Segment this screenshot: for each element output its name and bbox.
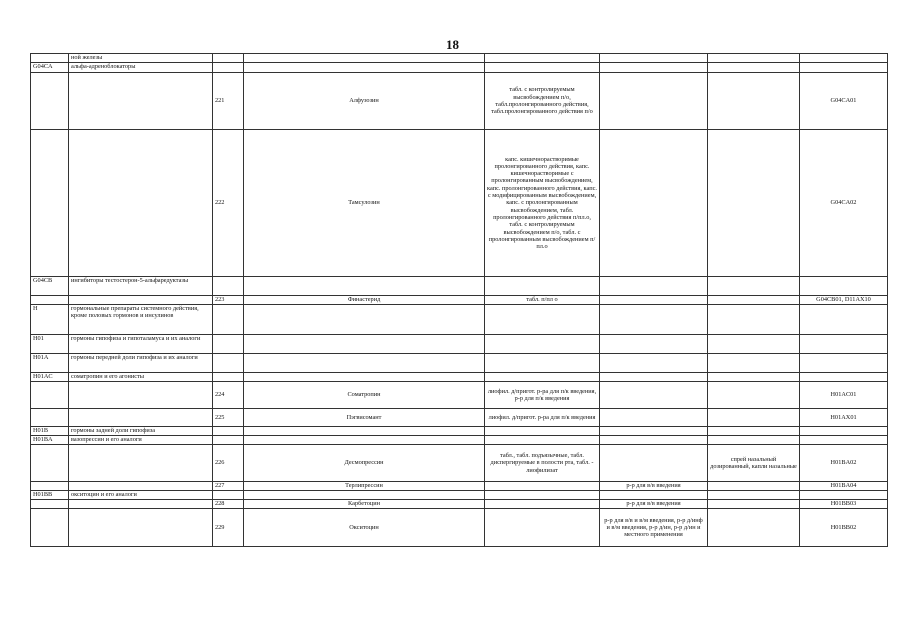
row-group-name (69, 509, 213, 547)
row-number (213, 277, 244, 296)
table-row-drug (31, 500, 888, 509)
dosage-form-extra-1 (600, 382, 708, 409)
row-number: 226 (213, 445, 244, 482)
row-code: G04CA (31, 63, 69, 73)
atc-code: G04CB01, D11AX10 (800, 296, 888, 305)
row-group-name (69, 296, 213, 305)
row-number: 228 (213, 500, 244, 509)
table-row-group (31, 335, 888, 354)
row-code: H01BB (31, 491, 69, 500)
dosage-form-extra-1 (600, 409, 708, 427)
table-row-drug (31, 296, 888, 305)
table-body (31, 54, 888, 547)
row-code (31, 445, 69, 482)
dosage-form-extra-2 (708, 277, 800, 296)
atc-code: H01AX01 (800, 409, 888, 427)
table-row-drug (31, 130, 888, 277)
row-code: H01A (31, 354, 69, 373)
row-group-name (69, 409, 213, 427)
dosage-form-extra-1 (600, 63, 708, 73)
dosage-form-extra-2 (708, 54, 800, 63)
row-number: 229 (213, 509, 244, 547)
drug-name (244, 335, 485, 354)
row-code (31, 382, 69, 409)
row-number (213, 491, 244, 500)
row-code (31, 54, 69, 63)
dosage-form (485, 500, 600, 509)
row-group-name: альфа-адреноблокаторы (69, 63, 213, 73)
atc-code (800, 373, 888, 382)
row-group-name (69, 445, 213, 482)
row-code (31, 73, 69, 130)
table-row-group (31, 491, 888, 500)
atc-code: G04CA01 (800, 73, 888, 130)
drug-name: Карбетоцин (244, 500, 485, 509)
row-code (31, 482, 69, 491)
drug-name: Пэгвисомант (244, 409, 485, 427)
atc-code: H01BB02 (800, 509, 888, 547)
atc-code (800, 491, 888, 500)
row-group-name: вазопрессин и его аналоги (69, 436, 213, 445)
dosage-form: табл., табл. подъязычные, табл. диспергируемые в полости рта, табл. - лиофилизат (485, 445, 600, 482)
dosage-form-extra-1 (600, 491, 708, 500)
drug-name (244, 63, 485, 73)
dosage-form-extra-1: р-р для в/в введения (600, 482, 708, 491)
dosage-form (485, 63, 600, 73)
drug-name (244, 427, 485, 436)
drug-name (244, 277, 485, 296)
dosage-form (485, 54, 600, 63)
dosage-form (485, 491, 600, 500)
dosage-form-extra-2 (708, 491, 800, 500)
drug-name (244, 491, 485, 500)
row-group-name: ной железы (69, 54, 213, 63)
dosage-form (485, 373, 600, 382)
dosage-form-extra-2 (708, 427, 800, 436)
table-row-group (31, 427, 888, 436)
atc-code: H01AC01 (800, 382, 888, 409)
table-row-group (31, 305, 888, 335)
drug-name: Окситоцин (244, 509, 485, 547)
dosage-form-extra-2 (708, 409, 800, 427)
dosage-form (485, 482, 600, 491)
atc-code: H01BA04 (800, 482, 888, 491)
row-number: 222 (213, 130, 244, 277)
row-code: G04CB (31, 277, 69, 296)
drug-name (244, 354, 485, 373)
drug-name: Алфузозин (244, 73, 485, 130)
dosage-form: табл. п/пл о (485, 296, 600, 305)
row-code (31, 509, 69, 547)
drug-name: Десмопрессин (244, 445, 485, 482)
table-row-drug (31, 382, 888, 409)
atc-code (800, 277, 888, 296)
dosage-form-extra-1 (600, 54, 708, 63)
row-number (213, 335, 244, 354)
table-row-group (31, 63, 888, 73)
atc-code: H01BB03 (800, 500, 888, 509)
dosage-form (485, 509, 600, 547)
dosage-form: лиофил. д/пригот. р-ра для п/к введения, р-р для п/к введения (485, 382, 600, 409)
drug-table (30, 53, 888, 547)
row-group-name: окситоцин и его аналоги (69, 491, 213, 500)
dosage-form-extra-2 (708, 482, 800, 491)
table-row-drug (31, 409, 888, 427)
drug-name (244, 436, 485, 445)
dosage-form (485, 305, 600, 335)
dosage-form (485, 427, 600, 436)
row-number: 223 (213, 296, 244, 305)
row-group-name: гормоны задней доли гипофиза (69, 427, 213, 436)
row-code: H01AC (31, 373, 69, 382)
dosage-form (485, 277, 600, 296)
drug-name: Терлипрессин (244, 482, 485, 491)
row-code (31, 296, 69, 305)
atc-code (800, 63, 888, 73)
atc-code: H01BA02 (800, 445, 888, 482)
row-number (213, 436, 244, 445)
dosage-form-extra-1 (600, 277, 708, 296)
atc-code (800, 305, 888, 335)
dosage-form-extra-2 (708, 296, 800, 305)
row-number: 224 (213, 382, 244, 409)
atc-code (800, 427, 888, 436)
dosage-form: табл. с контролируемым высвобождением п/о, табл.пролонгированного действия, табл.пролонгированного действия п/о (485, 73, 600, 130)
row-code: H01BA (31, 436, 69, 445)
drug-name (244, 305, 485, 335)
dosage-form-extra-1 (600, 354, 708, 373)
dosage-form-extra-1 (600, 373, 708, 382)
table-row-group (31, 277, 888, 296)
drug-name: Финастерид (244, 296, 485, 305)
dosage-form-extra-1: р-р для в/в и в/м введения, р-р д/инф и в/м введения, р-р д/ин, р-р д/ин и местного применения (600, 509, 708, 547)
dosage-form-extra-2 (708, 335, 800, 354)
dosage-form-extra-1 (600, 305, 708, 335)
page-number: 18 (446, 37, 459, 52)
dosage-form-extra-1 (600, 445, 708, 482)
drug-name (244, 54, 485, 63)
atc-code: G04CA02 (800, 130, 888, 277)
dosage-form-extra-1 (600, 436, 708, 445)
dosage-form-extra-1 (600, 130, 708, 277)
drug-name: Соматропин (244, 382, 485, 409)
dosage-form-extra-2 (708, 509, 800, 547)
row-group-name: гормональные препараты системного действия, кроме половых гормонов и инсулинов (69, 305, 213, 335)
table-row-drug (31, 509, 888, 547)
table-row-group (31, 54, 888, 63)
row-group-name (69, 130, 213, 277)
table-row-group (31, 373, 888, 382)
drug-name (244, 373, 485, 382)
row-code: H (31, 305, 69, 335)
dosage-form-extra-2 (708, 73, 800, 130)
atc-code (800, 54, 888, 63)
dosage-form-extra-2 (708, 436, 800, 445)
row-number: 227 (213, 482, 244, 491)
dosage-form-extra-1 (600, 296, 708, 305)
atc-code (800, 354, 888, 373)
dosage-form-extra-2 (708, 500, 800, 509)
row-group-name: ингибиторы тестостерон-5-альфаредуктазы (69, 277, 213, 296)
dosage-form: капс. кишечнорастворимые пролонгированного действия, капс. кишечнорастворимые с пролонгированным высвобождением, капс. пролонгированного действия, капс. с модифицированным высвобождением, капс. с пролонгированным высвобождением, табл. пролонгированного действия п/пл.о, табл. с контролируемым высвобождением п/о, табл. с пролонгированным высвобождением п/пл.о (485, 130, 600, 277)
dosage-form-extra-2 (708, 354, 800, 373)
atc-code (800, 436, 888, 445)
row-group-name: гормоны передней доли гипофиза и их аналоги (69, 354, 213, 373)
row-code: H01B (31, 427, 69, 436)
row-number (213, 305, 244, 335)
dosage-form-extra-2 (708, 305, 800, 335)
row-group-name: соматропин и его агонисты (69, 373, 213, 382)
row-group-name: гормоны гипофиза и гипоталамуса и их аналоги (69, 335, 213, 354)
dosage-form-extra-2: спрей назальный дозированный, капли назальные (708, 445, 800, 482)
row-group-name (69, 73, 213, 130)
dosage-form-extra-1 (600, 335, 708, 354)
dosage-form-extra-2 (708, 373, 800, 382)
table-row-group (31, 436, 888, 445)
dosage-form-extra-2 (708, 382, 800, 409)
dosage-form (485, 335, 600, 354)
dosage-form (485, 436, 600, 445)
row-number (213, 354, 244, 373)
row-code (31, 409, 69, 427)
dosage-form: лиофил. д/пригот. р-ра для п/к введения (485, 409, 600, 427)
row-number (213, 63, 244, 73)
dosage-form-extra-2 (708, 130, 800, 277)
row-group-name (69, 382, 213, 409)
table-row-drug (31, 73, 888, 130)
table-row-drug (31, 445, 888, 482)
dosage-form (485, 354, 600, 373)
row-number: 221 (213, 73, 244, 130)
row-number (213, 54, 244, 63)
dosage-form-extra-1: р-р для в/в введения (600, 500, 708, 509)
row-number (213, 373, 244, 382)
dosage-form-extra-1 (600, 427, 708, 436)
table-row-drug (31, 482, 888, 491)
row-group-name (69, 482, 213, 491)
row-group-name (69, 500, 213, 509)
row-number (213, 427, 244, 436)
table-row-group (31, 354, 888, 373)
dosage-form-extra-1 (600, 73, 708, 130)
row-code: H01 (31, 335, 69, 354)
drug-name: Тамсулозин (244, 130, 485, 277)
row-code (31, 130, 69, 277)
dosage-form-extra-2 (708, 63, 800, 73)
row-code (31, 500, 69, 509)
atc-code (800, 335, 888, 354)
row-number: 225 (213, 409, 244, 427)
